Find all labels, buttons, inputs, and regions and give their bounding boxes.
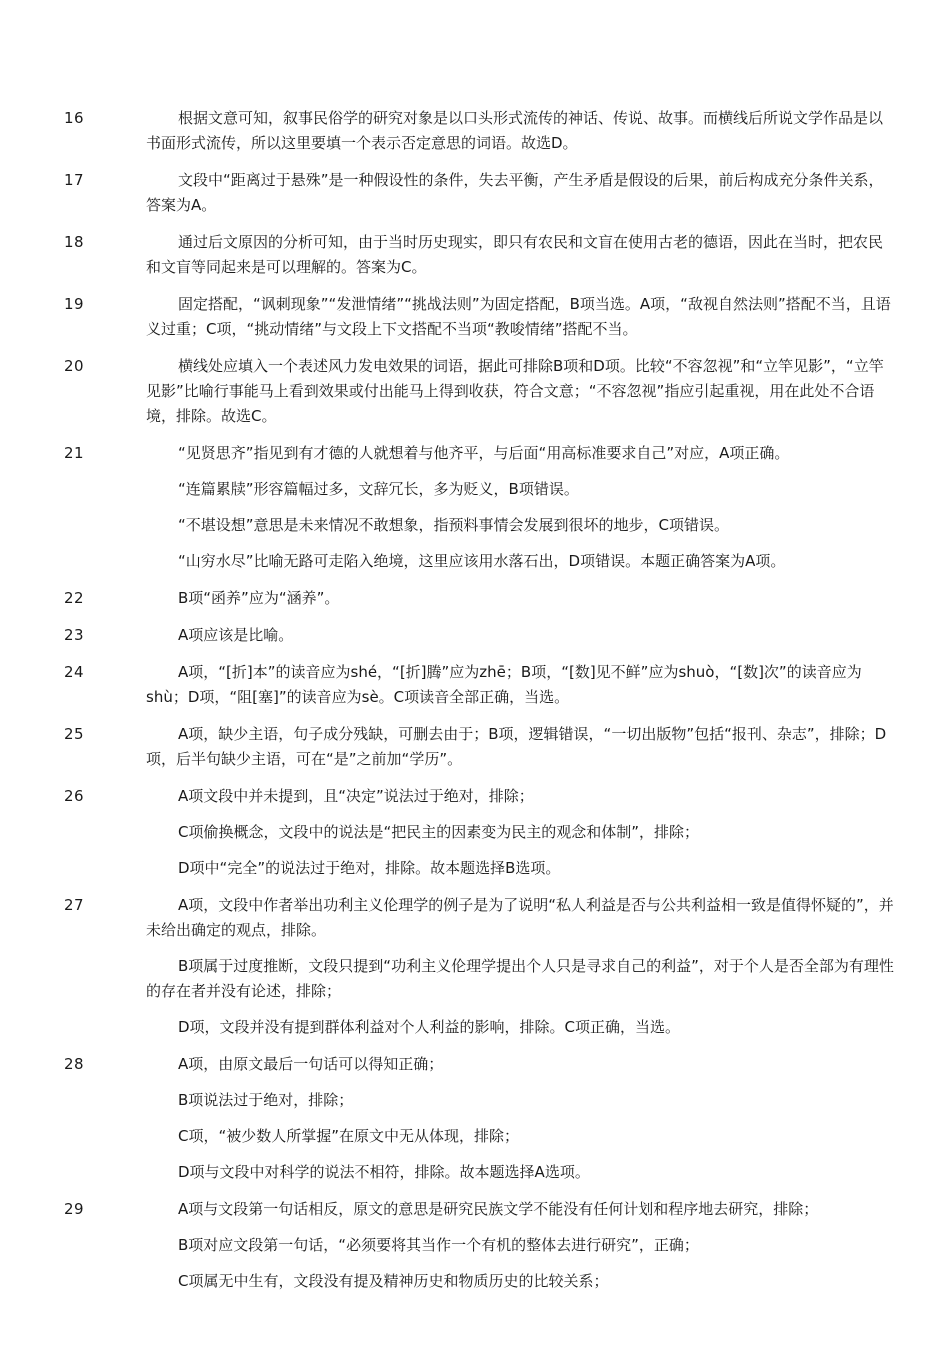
explanation-paragraph: “连篇累牍”形容篇幅过多，文辞冗长，多为贬义，B项错误。 xyxy=(178,480,579,498)
explanation-paragraph: “不堪设想”意思是未来情况不敢想象，指预料事情会发展到很坏的地步，C项错误。 xyxy=(178,516,730,534)
explanation-body xyxy=(146,168,896,218)
question-number: 22 xyxy=(64,589,85,607)
explanation-paragraph: C项偷换概念，文段中的说法是“把民主的因素变为民主的观念和体制”，排除； xyxy=(178,823,700,841)
explanation-paragraph: B项属于过度推断，文段只提到“功利主义伦理学提出个人只是寻求自己的利益”，对于个人是否全部为有理性的存在者并没有论述，排除； xyxy=(146,957,894,1000)
explanation-body xyxy=(146,106,896,156)
question-number: 23 xyxy=(64,626,85,644)
explanation-body xyxy=(146,1197,896,1294)
explanation-paragraph: B项对应文段第一句话，“必须要将其当作一个有机的整体去进行研究”，正确； xyxy=(178,1236,699,1254)
explanation-paragraph: B项“函养”应为“涵养”。 xyxy=(178,589,340,607)
explanation-paragraph: C项，“被少数人所掌握”在原文中无从体现，排除； xyxy=(178,1127,520,1145)
question-number: 29 xyxy=(64,1200,85,1218)
question-item xyxy=(0,441,950,574)
explanation-body xyxy=(146,722,896,772)
question-item xyxy=(0,784,950,881)
question-item xyxy=(0,1197,950,1294)
explanation-body xyxy=(146,1052,896,1185)
explanation-paragraph: 固定搭配，“讽刺现象”“发泄情绪”“挑战法则”为固定搭配，B项当选。A项，“敌视自然法则”搭配不当，且语义过重；C项，“挑动情绪”与文段上下文搭配不当项“教唆情绪”搭配不当。 xyxy=(146,295,891,338)
explanation-body xyxy=(146,292,896,342)
answer-explanations xyxy=(0,106,950,1294)
explanation-paragraph: 文段中“距离过于悬殊”是一种假设性的条件，失去平衡，产生矛盾是假设的后果，前后构成充分条件关系，答案为A。 xyxy=(146,171,884,214)
question-item xyxy=(0,722,950,772)
explanation-body xyxy=(146,784,896,881)
explanation-body xyxy=(146,230,896,280)
question-number: 20 xyxy=(64,357,85,375)
explanation-paragraph: A项与文段第一句话相反，原文的意思是研究民族文学不能没有任何计划和程序地去研究，排除； xyxy=(178,1200,819,1218)
explanation-body xyxy=(146,660,896,710)
question-item xyxy=(0,292,950,342)
explanation-paragraph: C项属无中生有，文段没有提及精神历史和物质历史的比较关系； xyxy=(178,1272,609,1290)
explanation-paragraph: A项，文段中作者举出功利主义伦理学的例子是为了说明“私人利益是否与公共利益相一致是值得怀疑的”，并未给出确定的观点，排除。 xyxy=(146,896,894,939)
explanation-body xyxy=(146,586,896,611)
explanation-paragraph: A项文段中并未提到，且“决定”说法过于绝对，排除； xyxy=(178,787,534,805)
question-number: 27 xyxy=(64,896,85,914)
explanation-body xyxy=(146,623,896,648)
explanation-paragraph: A项，由原文最后一句话可以得知正确； xyxy=(178,1055,444,1073)
explanation-paragraph: 横线处应填入一个表述风力发电效果的词语，据此可排除B项和D项。比较“不容忽视”和“立竿见影”，“立竿见影”比喻行事能马上看到效果或付出能马上得到收获，符合文意；“不容忽视”指应引起重视，用在此处不合语境，排除。故选C。 xyxy=(146,357,884,425)
explanation-paragraph: B项说法过于绝对，排除； xyxy=(178,1091,354,1109)
question-number: 21 xyxy=(64,444,85,462)
question-number: 17 xyxy=(64,171,85,189)
explanation-paragraph: “山穷水尽”比喻无路可走陷入绝境，这里应该用水落石出，D项错误。本题正确答案为A项。 xyxy=(178,552,786,570)
question-number: 28 xyxy=(64,1055,85,1073)
question-item xyxy=(0,586,950,611)
explanation-paragraph: D项，文段并没有提到群体利益对个人利益的影响，排除。C项正确，当选。 xyxy=(178,1018,681,1036)
question-number: 19 xyxy=(64,295,85,313)
explanation-paragraph: A项，缺少主语，句子成分残缺，可删去由于；B项，逻辑错误，“一切出版物”包括“报刊、杂志”，排除；D项，后半句缺少主语，可在“是”之前加“学历”。 xyxy=(146,725,887,768)
question-item xyxy=(0,623,950,648)
question-number: 26 xyxy=(64,787,85,805)
question-item xyxy=(0,893,950,1040)
explanation-paragraph: D项中“完全”的说法过于绝对，排除。故本题选择B选项。 xyxy=(178,859,561,877)
explanation-body xyxy=(146,893,896,1040)
explanation-body xyxy=(146,441,896,574)
question-number: 25 xyxy=(64,725,85,743)
question-number: 24 xyxy=(64,663,85,681)
explanation-paragraph: “见贤思齐”指见到有才德的人就想着与他齐平，与后面“用高标准要求自己”对应，A项正确。 xyxy=(178,444,790,462)
question-item xyxy=(0,168,950,218)
question-item xyxy=(0,230,950,280)
question-item xyxy=(0,660,950,710)
question-item xyxy=(0,1052,950,1185)
explanation-paragraph: A项，“[折]本”的读音应为shé，“[折]腾”应为zhē；B项，“[数]见不鲜”应为shuò，“[数]次”的读音应为shù；D项，“阻[塞]”的读音应为sè。C项读音全部正确，当选。 xyxy=(146,663,862,706)
question-item xyxy=(0,106,950,156)
question-item xyxy=(0,354,950,429)
explanation-paragraph: 通过后文原因的分析可知，由于当时历史现实，即只有农民和文盲在使用古老的德语，因此在当时，把农民和文盲等同起来是可以理解的。答案为C。 xyxy=(146,233,884,276)
explanation-paragraph: 根据文意可知，叙事民俗学的研究对象是以口头形式流传的神话、传说、故事。而横线后所说文学作品是以书面形式流传，所以这里要填一个表示否定意思的词语。故选D。 xyxy=(146,109,884,152)
explanation-paragraph: D项与文段中对科学的说法不相符，排除。故本题选择A选项。 xyxy=(178,1163,590,1181)
explanation-body xyxy=(146,354,896,429)
question-number: 18 xyxy=(64,233,85,251)
explanation-paragraph: A项应该是比喻。 xyxy=(178,626,294,644)
question-number: 16 xyxy=(64,109,85,127)
